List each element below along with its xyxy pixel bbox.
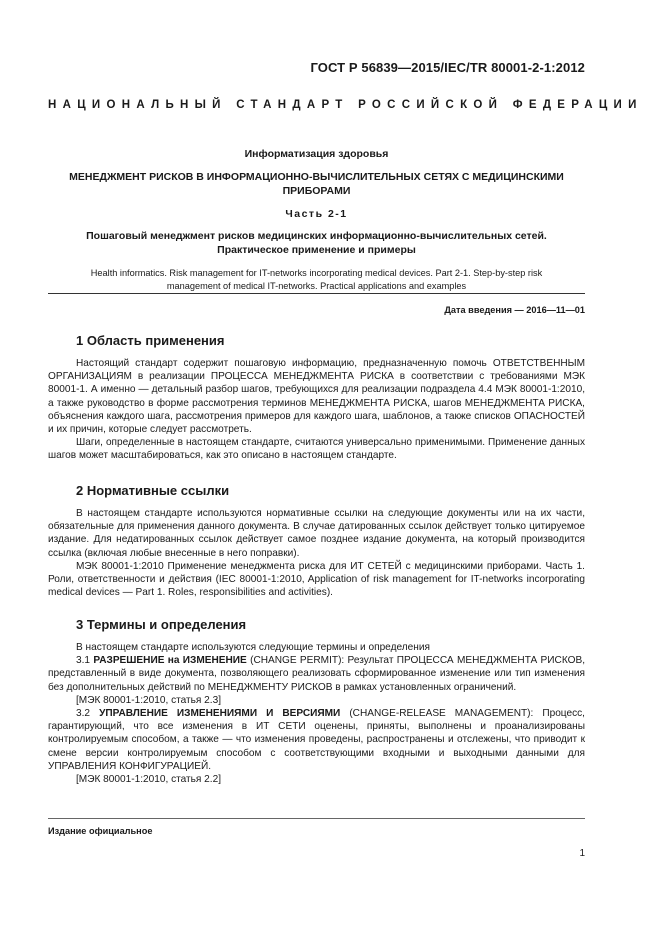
term-3-1-number: 3.1 (76, 655, 91, 667)
subject: Информатизация здоровья (244, 148, 389, 160)
term-3-1 (48, 654, 585, 694)
section-1-heading: 1 Область применения (76, 333, 225, 348)
national-standard-banner: НАЦИОНАЛЬНЫЙ СТАНДАРТ РОССИЙСКОЙ ФЕДЕРАЦИИ (48, 99, 643, 111)
term-3-1-reference: [МЭК 80001-1:2010, статья 2.3] (76, 694, 221, 706)
term-3-2-definition: (CHANGE-RELEASE MANAGEMENT): Процесс, гарантирующий, что все изменения в ИТ СЕТИ оценены, приняты, выполнены и проанализированы контролируемым способом, а также — что изменения проведены, распространены и отслежены, что приводит к смене версии контролируемым способом с соответствующими входными и выходными данными для УПРАВЛЕНИЯ КОНФИГУРАЦИЕЙ. (48, 708, 585, 772)
term-3-2-reference: [МЭК 80001-1:2010, статья 2.2] (76, 774, 221, 786)
header-divider (48, 293, 585, 294)
footer-divider (48, 818, 585, 819)
section-3-heading: 3 Термины и определения (76, 617, 247, 632)
section-1-paragraph-2: Шаги, определенные в настоящем стандарте, считаются универсально применимыми. Применение данных шагов может масштабироваться, как это описано в настоящем стандарте. (48, 437, 585, 462)
section-2-paragraph-2: МЭК 80001-1:2010 Применение менеджмента риска для ИТ СЕТЕЙ с медицинскими приборами. Часть 1. Роли, ответственности и действия (IEC 80001-1:2010, Application of risk management for IT-networks incorporating medical devices — Part 1. Roles, responsibilities and activities). (48, 560, 585, 599)
page-number: 1 (579, 848, 585, 859)
section-3-body (48, 641, 585, 786)
section-3-intro: В настоящем стандарте используются следующие термины и определения (76, 642, 430, 653)
term-3-2-title: УПРАВЛЕНИЕ ИЗМЕНЕНИЯМИ И ВЕРСИЯМИ (99, 708, 341, 720)
gost-code: ГОСТ Р 56839—2015/IEC/TR 80001-2-1:2012 (310, 60, 585, 75)
part-label: Часть 2-1 (285, 208, 348, 220)
term-3-2 (48, 707, 585, 773)
section-1-paragraph-1: Настоящий стандарт содержит пошаговую информацию, предназначенную помочь ОТВЕТСТВЕННЫМ ОРГАНИЗАЦИЯМ в реализации ПРОЦЕССА МЕНЕДЖМЕНТА РИСКА в соответствии с требованиями МЭК 80001-1. А именно — детальный разбор шагов, требующихся для реализации подраздела 4.4 МЭК 80001-1:2010, а также руководство в форме рассмотрения терминов МЕНЕДЖМЕНТА РИСКА, шагов МЕНЕДЖМЕНТА РИСКА, объяснения каждого шага, рассмотрения примеров для каждого шага, шаблонов, а также списков ОПАСНОСТЕЙ и их причин, которые следует рассмотреть. (48, 358, 585, 436)
section-2-heading: 2 Нормативные ссылки (76, 483, 230, 498)
part-title-line-1: Пошаговый менеджмент рисков медицинских информационно-вычислительных сетей. (86, 230, 547, 242)
section-2-body (48, 507, 585, 599)
intro-date: Дата введения — 2016—11—01 (444, 305, 585, 315)
official-edition-label: Издание официальное (48, 826, 153, 836)
term-3-1-title: РАЗРЕШЕНИЕ на ИЗМЕНЕНИЕ (93, 655, 247, 667)
section-2-paragraph-1: В настоящем стандарте используются нормативные ссылки на следующие документы или на их части, обязательные для применения данного документа. В случае датированных ссылок действует только цитируемое издание. Для недатированных ссылок действует самое позднее издание документа, на который производится ссылка (включая любые внесенные в него поправки). (48, 508, 585, 559)
title-line-2: ПРИБОРАМИ (282, 185, 351, 197)
english-title-line-2: management of medical IT-networks. Practical applications and examples (166, 281, 467, 291)
section-1-body (48, 357, 585, 463)
english-title-line-1: Health informatics. Risk management for IT-networks incorporating medical devices. Part 2-1. Step-by-step risk (90, 268, 543, 278)
term-3-2-number: 3.2 (76, 708, 91, 720)
title-block (48, 142, 585, 293)
part-title-line-2: Практическое применение и примеры (217, 244, 416, 256)
term-3-1-definition: (CHANGE PERMIT): Результат ПРОЦЕССА МЕНЕДЖМЕНТА РИСКОВ, представленный в виде документа, позволяющего реализовать сформированное изменение или тип изменения без дополнительных действий по МЕНЕДЖМЕНТУ РИСКОВ в рамках установленных ограничений. (48, 655, 585, 693)
title-line-1: МЕНЕДЖМЕНТ РИСКОВ В ИНФОРМАЦИОННО-ВЫЧИСЛИТЕЛЬНЫХ СЕТЯХ С МЕДИЦИНСКИМИ (69, 171, 564, 183)
